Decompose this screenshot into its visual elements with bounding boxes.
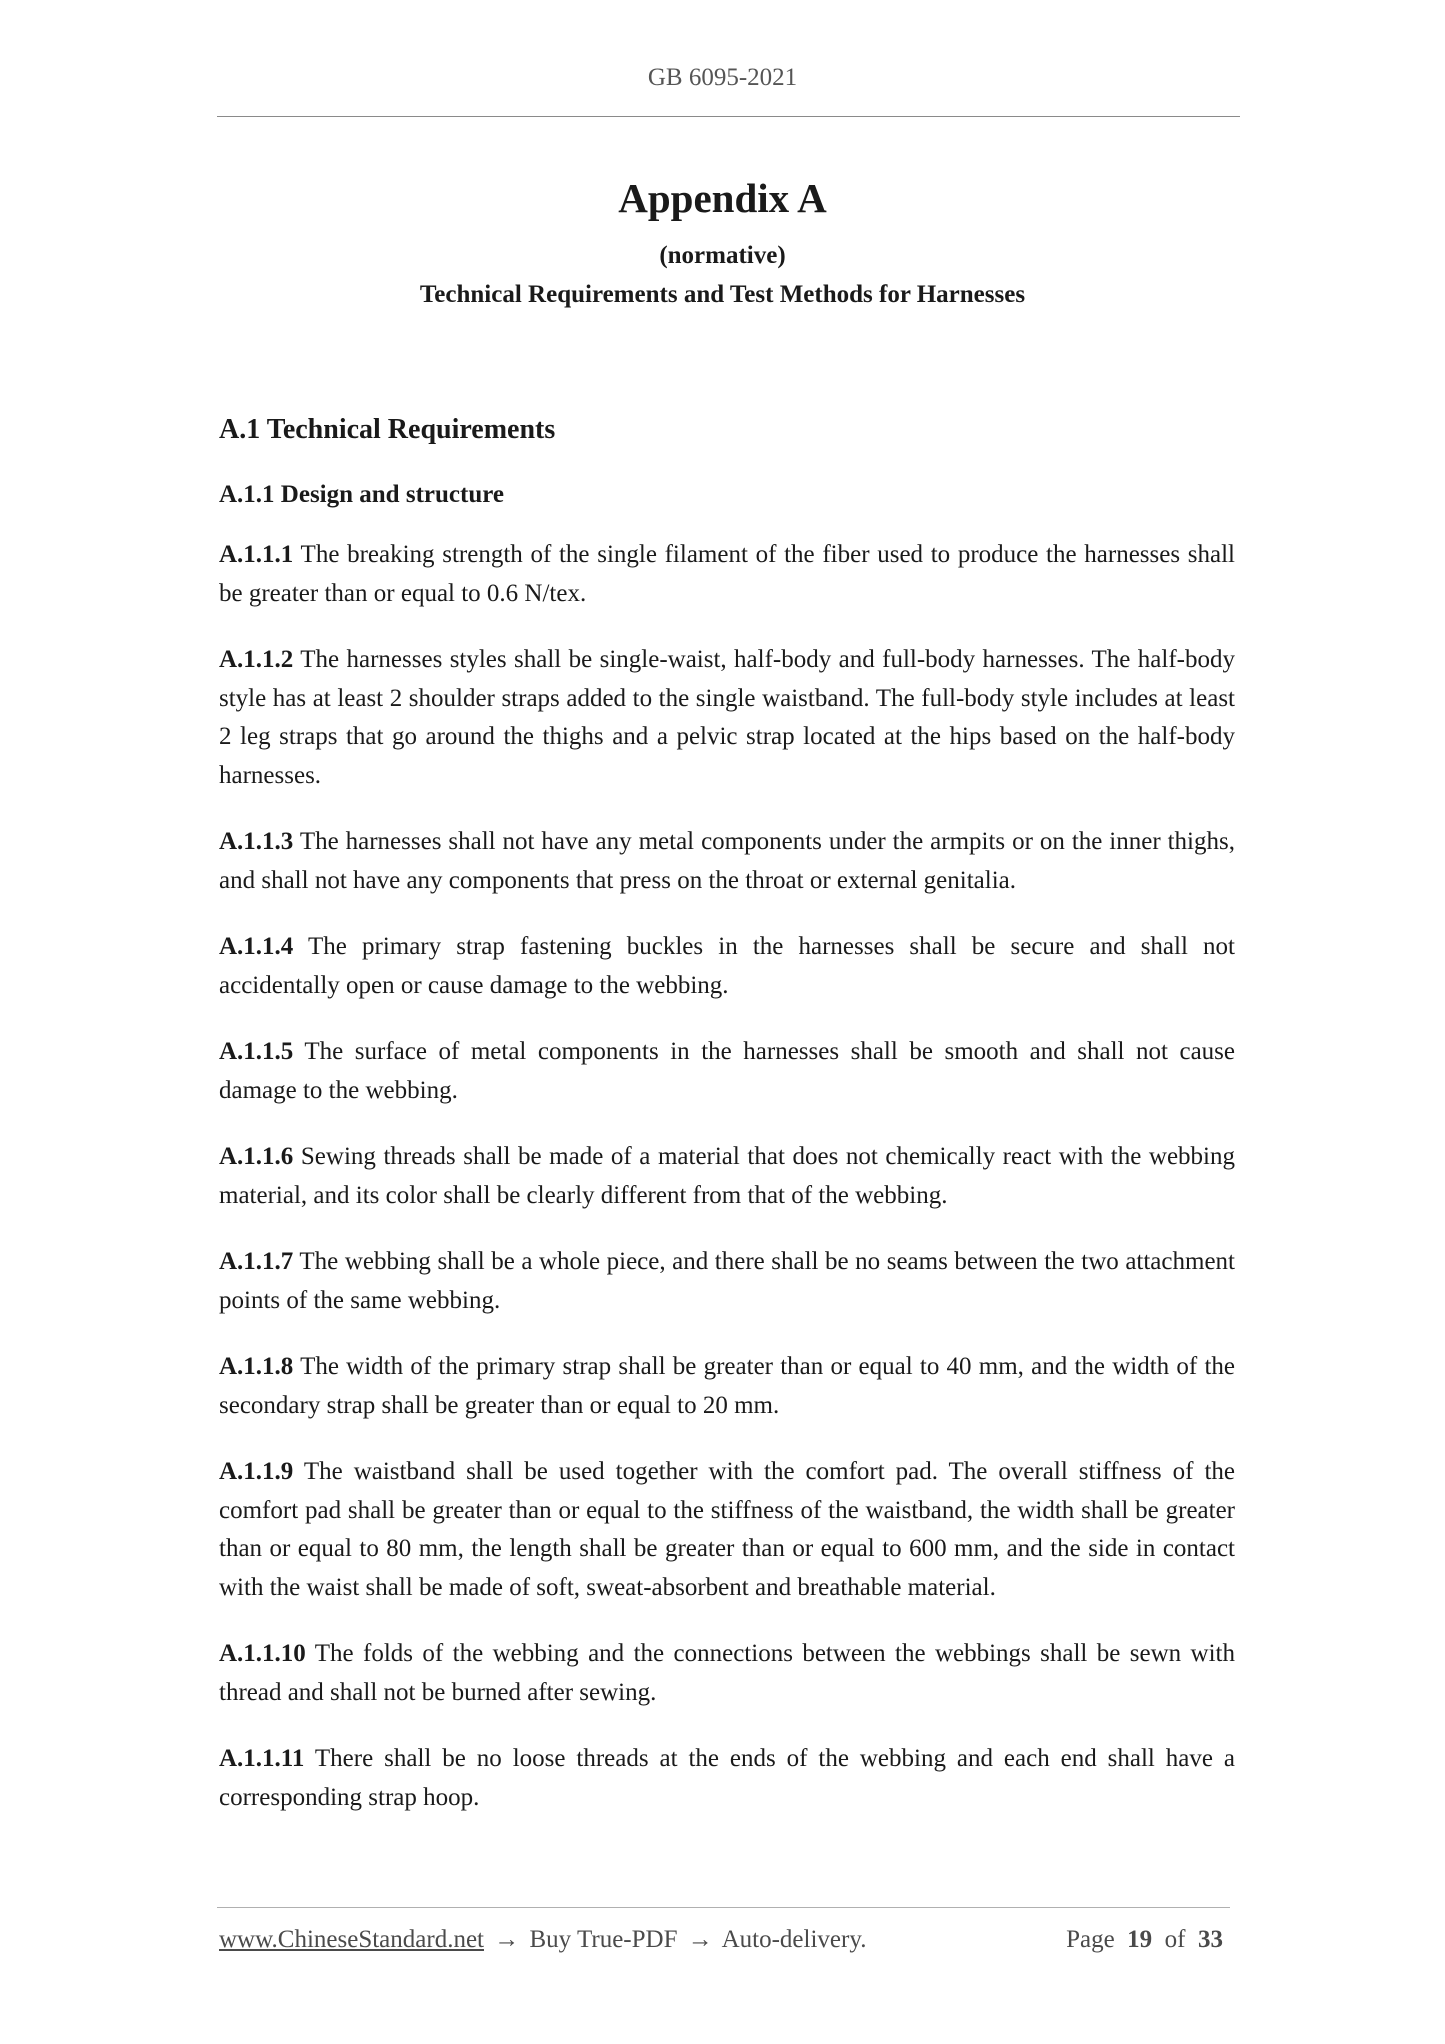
clause: [219, 1740, 1235, 1817]
footer-divider: [217, 1907, 1230, 1908]
clause: [219, 1243, 1235, 1320]
clause: [219, 536, 1235, 613]
page-indicator: [1066, 1926, 1223, 1954]
clause-text: The primary strap fastening buckles in the harnesses shall be secure and shall not accidentally open or cause damage to the webbing.: [219, 933, 1235, 999]
clause: [219, 1033, 1235, 1110]
clause-number: A.1.1.11: [219, 1745, 305, 1772]
arrow-right-icon: →: [687, 1926, 713, 1953]
clause: [219, 823, 1235, 900]
clause-text: The folds of the webbing and the connections between the webbings shall be sewn with thread and shall not be burned after sewing.: [219, 1640, 1235, 1706]
clause-number: A.1.1.7: [219, 1248, 294, 1275]
clause-text: The surface of metal components in the harnesses shall be smooth and shall not cause damage to the webbing.: [219, 1038, 1235, 1104]
clause-text: The width of the primary strap shall be greater than or equal to 40 mm, and the width of the secondary strap shall be greater than or equal to 20 mm.: [219, 1353, 1235, 1419]
clause-number: A.1.1.8: [219, 1353, 294, 1380]
header-divider: [217, 116, 1240, 117]
clause-text: The breaking strength of the single filament of the fiber used to produce the harnesses shall be greater than or equal to 0.6 N/tex.: [219, 541, 1235, 607]
clause-text: The waistband shall be used together with the comfort pad. The overall stiffness of the comfort pad shall be greater than or equal to the stiffness of the waistband, the width shall be greater than or equal to 80 mm, the length shall be greater than or equal to 600 mm, and the side in contact with the waist shall be made of soft, sweat-absorbent and breathable material.: [219, 1458, 1235, 1601]
clause-text: The harnesses styles shall be single-waist, half-body and full-body harnesses. The half-body style has at least 2 shoulder straps added to the single waistband. The full-body style includes at least 2 leg straps that go around the thighs and a pelvic strap located at the hips based on the half-body harnesses.: [219, 646, 1235, 789]
clause: [219, 641, 1235, 795]
subsection-heading: A.1.1 Design and structure: [219, 481, 504, 508]
section-heading: A.1 Technical Requirements: [219, 414, 556, 445]
clause-number: A.1.1.5: [219, 1038, 294, 1065]
clause-text: The harnesses shall not have any metal components under the armpits or on the inner thighs, and shall not have any components that press on the throat or external genitalia.: [219, 828, 1235, 894]
clause-number: A.1.1.6: [219, 1143, 294, 1170]
clause-number: A.1.1.9: [219, 1458, 294, 1485]
clause-number: A.1.1.10: [219, 1640, 306, 1667]
clause-text: There shall be no loose threads at the ends of the webbing and each end shall have a corresponding strap hoop.: [219, 1745, 1235, 1811]
appendix-normative-label: (normative): [659, 242, 786, 269]
clause-number: A.1.1.4: [219, 933, 294, 960]
site-link[interactable]: www.ChineseStandard.net: [219, 1926, 484, 1953]
appendix-subtitle: Technical Requirements and Test Methods for Harnesses: [419, 281, 1026, 308]
appendix-title: Appendix A: [618, 175, 827, 221]
auto-delivery-text: Auto-delivery.: [721, 1926, 867, 1953]
current-page-number: 19: [1127, 1926, 1153, 1953]
total-pages-number: 33: [1198, 1926, 1223, 1953]
buy-true-pdf-text: Buy True-PDF: [529, 1926, 678, 1953]
clause-text: The webbing shall be a whole piece, and there shall be no seams between the two attachment points of the same webbing.: [219, 1248, 1235, 1314]
clause: [219, 1348, 1235, 1425]
clause-text: Sewing threads shall be made of a material that does not chemically react with the webbing material, and its color shall be clearly different from that of the webbing.: [219, 1143, 1235, 1209]
clause: [219, 1138, 1235, 1215]
arrow-right-icon: →: [494, 1926, 520, 1953]
clause-number: A.1.1.1: [219, 541, 294, 568]
page-label: Page: [1066, 1926, 1115, 1953]
footer-promo: [219, 1926, 866, 1954]
document-body: [219, 412, 1235, 1845]
clause-number: A.1.1.3: [219, 828, 294, 855]
clause-number: A.1.1.2: [219, 646, 294, 673]
document-code: GB 6095-2021: [647, 64, 798, 91]
of-label: of: [1164, 1926, 1186, 1953]
clause: [219, 928, 1235, 1005]
clause: [219, 1453, 1235, 1607]
clause: [219, 1635, 1235, 1712]
